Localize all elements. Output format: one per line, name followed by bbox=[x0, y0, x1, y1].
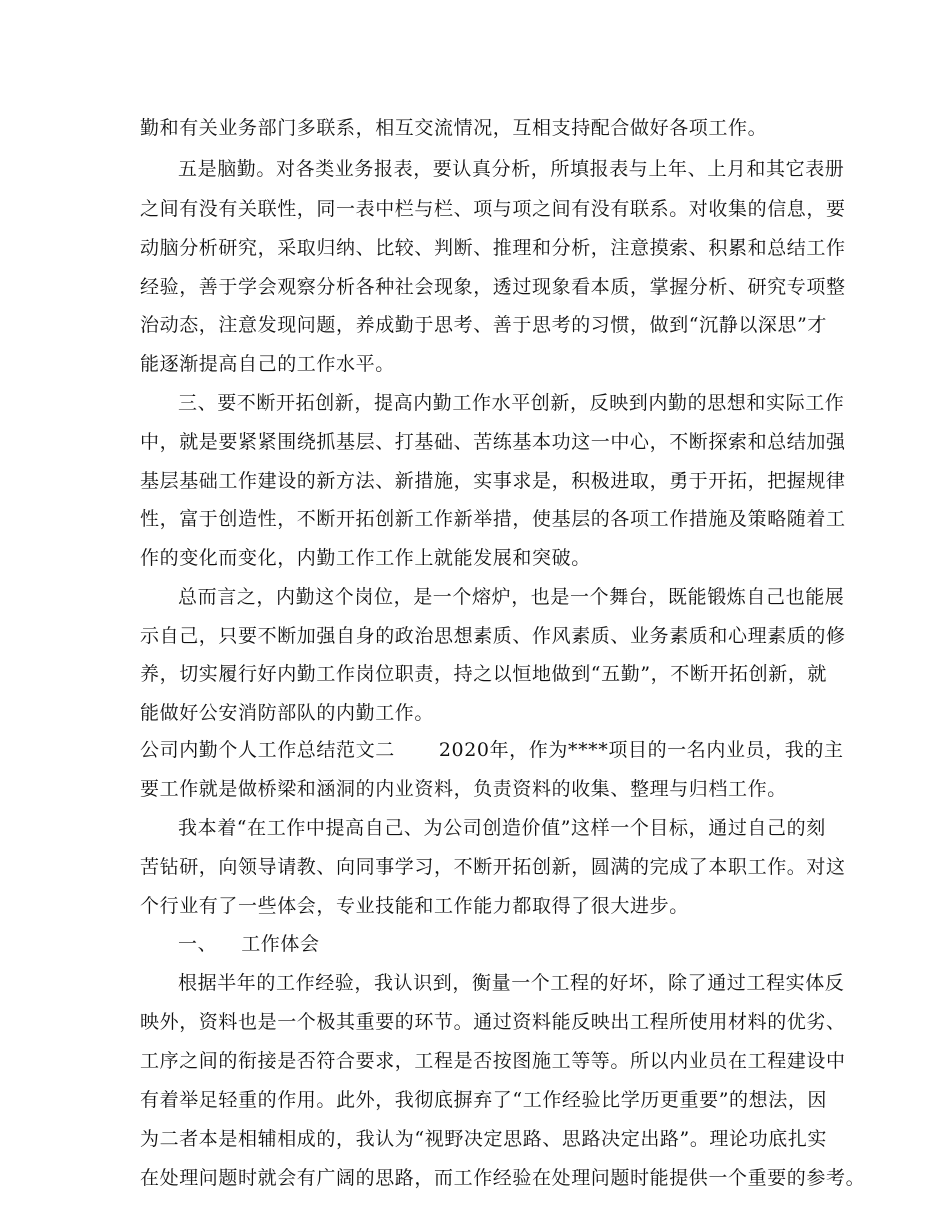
text-line: 工序之间的衔接是否符合要求，工程是否按图施工等等。所以内业员在工程建设中 bbox=[140, 1050, 846, 1072]
text-line: 中，就是要紧紧围绕抓基层、打基础、苦练基本功这一中心，不断探索和总结加强 bbox=[140, 431, 846, 453]
text-line: 动脑分析研究，采取归纳、比较、判断、推理和分析，注意摸索、积累和总结工作 bbox=[140, 237, 846, 259]
text-line: 之间有没有关联性，同一表中栏与栏、项与项之间有没有联系。对收集的信息，要 bbox=[140, 198, 846, 220]
text-line: 总而言之，内勤这个岗位，是一个熔炉，也是一个舞台，既能锻炼自己也能展 bbox=[178, 586, 845, 608]
text-line: 三、要不断开拓创新，提高内勤工作水平创新，反映到内勤的思想和实际工作 bbox=[178, 392, 845, 414]
text-line: 个行业有了一些体会，专业技能和工作能力都取得了很大进步。 bbox=[140, 895, 689, 917]
text-line: 经验，善于学会观察分析各种社会现象，透过现象看本质，掌握分析、研究专项整 bbox=[140, 276, 846, 298]
text-line: 五是脑勤。对各类业务报表，要认真分析，所填报表与上年、上月和其它表册 bbox=[178, 158, 845, 180]
text-line: 能做好公安消防部队的内勤工作。 bbox=[140, 702, 435, 724]
text-line: 作的变化而变化，内勤工作工作上就能发展和突破。 bbox=[140, 547, 591, 569]
section-title: 公司内勤个人工作总结范文二 bbox=[140, 739, 395, 761]
text-line: 基层基础工作建设的新方法、新措施，实事求是，积极进取，勇于开拓，把握规律 bbox=[140, 470, 846, 492]
subheading-number: 一、 bbox=[178, 933, 218, 955]
text-line: 勤和有关业务部门多联系，相互交流情况，互相支持配合做好各项工作。 bbox=[140, 117, 768, 139]
text-line: 为二者本是相辅相成的，我认为“视野决定思路、思路决定出路”。理论功底扎实 bbox=[140, 1128, 828, 1150]
text-line: 示自己，只要不断加强自身的政治思想素质、作风素质、业务素质和心理素质的修 bbox=[140, 625, 846, 647]
text-line: 有着举足轻重的作用。此外，我彻底摒弃了“工作经验比学历更重要”的想法，因 bbox=[140, 1089, 828, 1111]
text-line: 性，富于创造性，不断开拓创新工作新举措，使基层的各项工作措施及策略随着工 bbox=[140, 508, 846, 530]
text-line: 我本着“在工作中提高自己、为公司创造价值”这样一个目标，通过自己的刻 bbox=[178, 817, 826, 839]
section-title-line bbox=[140, 732, 844, 768]
text-line: 治动态，注意发现问题，养成勤于思考、善于思考的习惯，做到“沉静以深思”才 bbox=[140, 314, 828, 336]
subheading-line bbox=[178, 926, 320, 962]
text-line: 要工作就是做桥梁和涵洞的内业资料，负责资料的收集、整理与归档工作。 bbox=[140, 778, 787, 800]
text-line: 养，切实履行好内勤工作岗位职责，持之以恒地做到“五勤”，不断开拓创新，就 bbox=[140, 663, 828, 685]
subheading-text: 工作体会 bbox=[241, 933, 320, 955]
text-line: 根据半年的工作经验，我认识到，衡量一个工程的好坏，除了通过工程实体反 bbox=[178, 972, 845, 994]
text-line: 在处理问题时就会有广阔的思路，而工作经验在处理问题时能提供一个重要的参考。 bbox=[140, 1167, 866, 1189]
text-line: 映外，资料也是一个极其重要的环节。通过资料能反映出工程所使用材料的优劣、 bbox=[140, 1011, 846, 1033]
section-first-line-rest: 2020年，作为****项目的一名内业员，我的主 bbox=[438, 739, 844, 761]
text-line: 苦钻研，向领导请教、向同事学习，不断开拓创新，圆满的完成了本职工作。对这 bbox=[140, 856, 846, 878]
text-line: 能逐渐提高自己的工作水平。 bbox=[140, 353, 395, 375]
